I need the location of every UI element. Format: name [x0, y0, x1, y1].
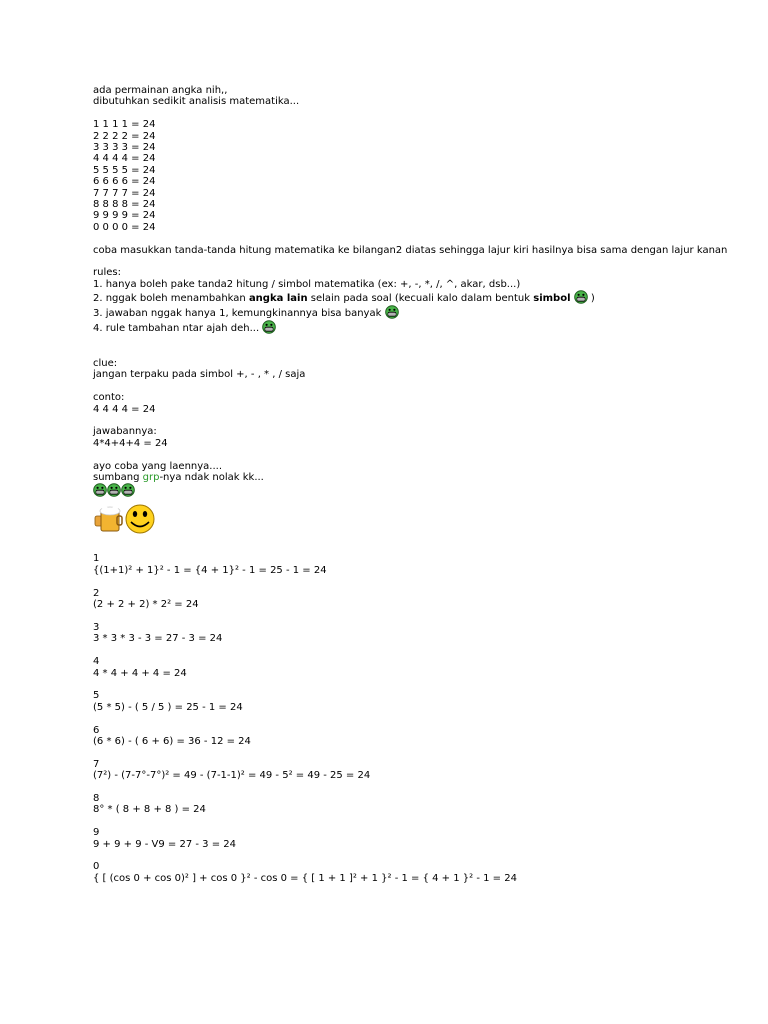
intro-line: dibutuhkan sedikit analisis matematika... — [93, 96, 300, 108]
puzzle-item: 2 2 2 2 = 24 — [93, 130, 156, 142]
grin-smiley-icon — [93, 483, 107, 497]
puzzle-item: 8 8 8 8 = 24 — [93, 199, 156, 211]
grin-smiley-icon — [574, 290, 588, 304]
answer-equation: 8° * ( 8 + 8 + 8 ) = 24 — [93, 804, 206, 816]
answer-number: 3 — [93, 621, 100, 633]
answer-equation: 9 + 9 + 9 - V9 = 27 - 3 = 24 — [93, 838, 236, 850]
answer-number: 6 — [93, 724, 100, 736]
puzzle-item: 4 4 4 4 = 24 — [93, 153, 156, 165]
answer-item — [93, 622, 733, 645]
answer-item — [93, 588, 733, 611]
example-question: 4 4 4 4 = 24 — [93, 403, 156, 415]
example-answer: 4*4+4+4 = 24 — [93, 437, 168, 449]
puzzle-item: 7 7 7 7 = 24 — [93, 187, 156, 199]
answer-equation: (2 + 2 + 2) * 2² = 24 — [93, 599, 199, 611]
rule-1: 1. hanya boleh pake tanda2 hitung / simbol matematika (ex: +, -, *, /, ^, akar, dsb...) — [93, 278, 521, 290]
answer-item — [93, 725, 733, 748]
intro-line: ada permainan angka nih,, — [93, 85, 228, 96]
rules-section — [93, 267, 733, 335]
answer-number: 7 — [93, 758, 100, 770]
instruction-text: coba masukkan tanda-tanda hitung matematika ke bilangan2 diatas sehingga lajur kiri hasilnya bisa sama dengan lajur kanan — [93, 244, 728, 256]
answer-equation: {(1+1)² + 1}² - 1 = {4 + 1}² - 1 = 25 - 1 = 24 — [93, 564, 327, 576]
answer-item — [93, 656, 733, 679]
grp-link[interactable]: grp — [142, 472, 160, 484]
answer-item — [93, 793, 733, 816]
answer-item — [93, 861, 733, 884]
rule-2: 2. nggak boleh menambahkan angka lain selain pada soal (kecuali kalo dalam bentuk simbol ) — [93, 290, 733, 305]
grin-smiley-icon — [262, 320, 276, 334]
closing-line: ayo coba yang laennya.... — [93, 460, 223, 472]
clue-text: jangan terpaku pada simbol +, - , * , / saja — [93, 369, 306, 381]
answer-item — [93, 827, 733, 850]
answers-list — [93, 553, 733, 884]
answer-number: 9 — [93, 827, 100, 839]
answer-equation: 4 * 4 + 4 + 4 = 24 — [93, 667, 187, 679]
answer-item — [93, 553, 733, 576]
answer-equation: { [ (cos 0 + cos 0)² ] + cos 0 }² - cos 0 = { [ 1 + 1 ]² + 1 }² - 1 = { 4 + 1 }² - 1 = 24 — [93, 872, 517, 884]
answer-equation: (5 * 5) - ( 5 / 5 ) = 25 - 1 = 24 — [93, 701, 243, 713]
answer-number: 2 — [93, 587, 100, 599]
answer-number: 8 — [93, 792, 100, 804]
answer-equation: (6 * 6) - ( 6 + 6) = 36 - 12 = 24 — [93, 735, 251, 747]
puzzle-item: 5 5 5 5 = 24 — [93, 164, 156, 176]
puzzle-item: 3 3 3 3 = 24 — [93, 142, 156, 154]
smiley-row — [93, 483, 733, 499]
answer-equation: (7²) - (7-7°-7°)² = 49 - (7-1-1)² = 49 - 5² = 49 - 25 = 24 — [93, 770, 371, 782]
example-heading: conto: — [93, 392, 125, 404]
puzzle-list — [93, 119, 733, 233]
example-answer-heading: jawabannya: — [93, 426, 157, 438]
answer-number: 1 — [93, 553, 100, 565]
answer-number: 4 — [93, 656, 100, 668]
grin-smiley-icon — [121, 483, 135, 497]
rule-2-emphasis: angka lain — [248, 293, 308, 305]
beer-cheers-smiley-icon — [93, 502, 159, 534]
answer-item — [93, 759, 733, 782]
answer-number: 5 — [93, 690, 100, 702]
puzzle-item: 1 1 1 1 = 24 — [93, 119, 156, 131]
rule-3: 3. jawaban nggak hanya 1, kemungkinannya bisa banyak — [93, 305, 733, 320]
answer-equation: 3 * 3 * 3 - 3 = 27 - 3 = 24 — [93, 633, 223, 645]
grin-smiley-icon — [385, 305, 399, 319]
rule-4: 4. rule tambahan ntar ajah deh... — [93, 320, 733, 335]
puzzle-item: 6 6 6 6 = 24 — [93, 176, 156, 188]
answer-item — [93, 690, 733, 713]
grin-smiley-icon — [107, 483, 121, 497]
rule-2-emphasis: simbol — [533, 293, 571, 305]
answer-number: 0 — [93, 861, 100, 873]
puzzle-item: 9 9 9 9 = 24 — [93, 210, 156, 222]
document-body — [93, 85, 733, 884]
closing-line: sumbang grp-nya ndak nolak kk... — [93, 472, 264, 484]
clue-heading: clue: — [93, 358, 118, 370]
rules-heading: rules: — [93, 267, 121, 279]
puzzle-item: 0 0 0 0 = 24 — [93, 221, 156, 233]
